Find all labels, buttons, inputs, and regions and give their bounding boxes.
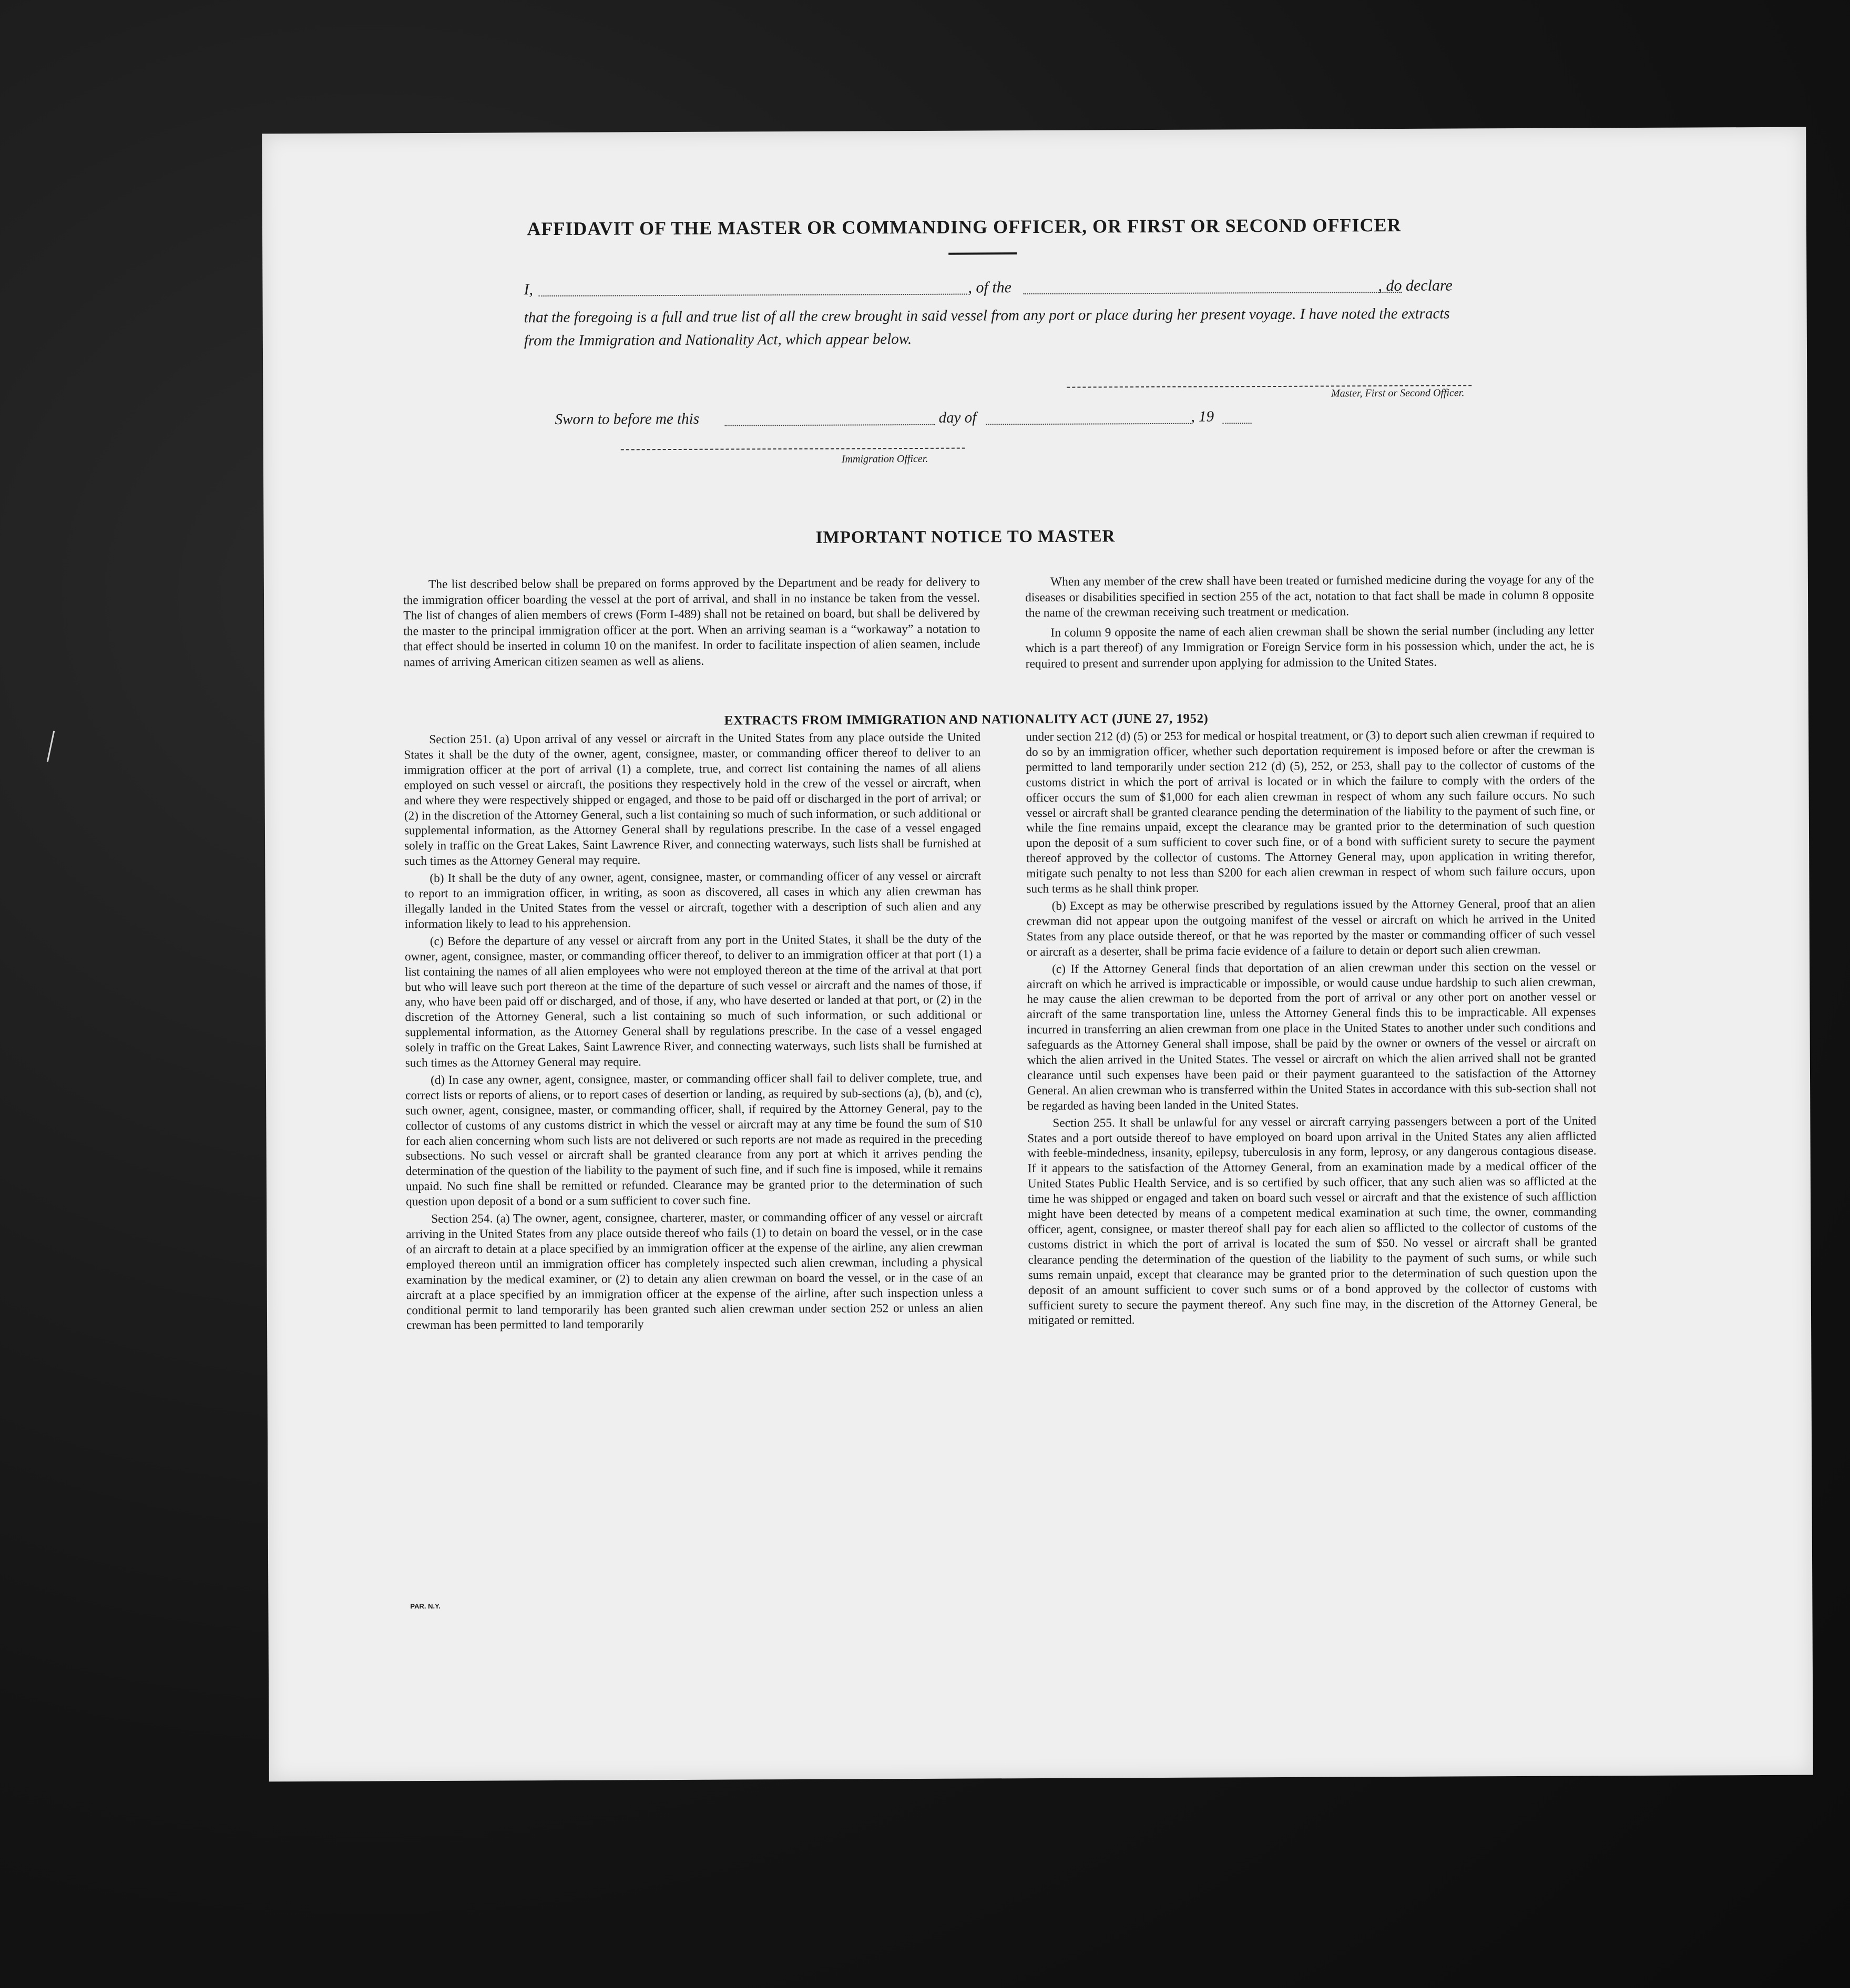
title-rule <box>948 252 1017 255</box>
declaration-blank-line <box>524 276 1470 302</box>
notice-title: IMPORTANT NOTICE TO MASTER <box>815 527 1116 547</box>
document-page <box>262 127 1813 1782</box>
section-paragraph: under section 212 (d) (5) or 253 for medical or hospital treatment, or (3) to deport such alien crewman if required to do so by an immigration officer, whether such deportation requirement is imposed before or after the crewman is permitted to land temporarily under section 212 (d) (5), 252, or 253, shall pay to the collector of customs of the customs district in which the port of arrival is located or in which the failure to comply with the orders of the officer occurs the sum of $1,000 for each alien crewman in respect of whom any such failure occurs. No such vessel or aircraft shall be granted clearance pending the determination of the liability to the payment of such fine, or while the fine remains unpaid, except the clearance may be granted prior to the determination of such question upon the deposit of a sum sufficient to cover such fine, or of a bond with sufficient surety to secure the payment thereof approved by the collector of customs. The Attorney General may, upon application in writing therefor, mitigate such penalty to not less than $200 for each alien crewman in respect of whom such failure occurs, upon such terms as he shall think proper. <box>1026 727 1596 896</box>
section-paragraph: Section 251. (a) Upon arrival of any vessel or aircraft in the United States from any place outside the United States it shall be the duty of the owner, agent, consignee, master, or commanding officer thereof to deliver to an immigration officer at the port of arrival (1) a complete, true, and correct list containing the names of all aliens employed on such vessel or aircraft, the positions they respectively hold in the crew of the vessel or aircraft, when and where they were respectively shipped or engaged, and those to be paid off or discharged in the port of arrival; or (2) in the discretion of the Attorney General, such a list containing so much of such information, or such additional or supplemental information, as the Attorney General shall by regulations prescribe. In the case of a vessel engaged solely in traffic on the Great Lakes, Saint Lawrence River, and connecting waterways, such lists shall be furnished at such times as the Attorney General may require. <box>404 730 982 868</box>
extracts-title: EXTRACTS FROM IMMIGRATION AND NATIONALITY ACT (JUNE 27, 1952) <box>724 711 1209 728</box>
sworn-month-blank[interactable] <box>986 423 1191 425</box>
notice-paragraph: The list described below shall be prepared on forms approved by the Department and be ready for delivery to the immigration officer boarding the vessel at the port of arrival, and shall in no instance be taken from the vessel. The list of changes of alien members of crews (Form I-489) shall not be retained on board, but shall be delivered by the master to the principal immigration officer at the port. When an arriving seaman is a “workaway” a notation to that effect should be inserted in column 10 on the manifest. In order to facilitate inspection of alien seamen, include names of arriving American citizen seamen as well as aliens. <box>403 575 980 669</box>
sworn-line <box>555 407 1343 432</box>
notice-paragraph: When any member of the crew shall have been treated or furnished medicine during the voyage for any of the diseases or disabilities specified in section 255 of the act, notation to that fact shall be made in column 8 opposite the name of the crewman receiving such treatment or medication. <box>1025 572 1595 620</box>
sworn-year-blank[interactable] <box>1223 423 1252 424</box>
i-label: I, <box>524 281 534 299</box>
vessel-blank[interactable] <box>1024 292 1402 294</box>
extracts-left-column <box>404 730 983 1335</box>
section-paragraph: Section 255. It shall be unlawful for any vessel or aircraft carrying passengers between a port of the United States and a port outside thereof to have employed on board upon arrival in the United States any alien afflicted with feeble-mindedness, insanity, epilepsy, tuberculosis in any form, leprosy, or any dangerous contagious disease. If it appears to the satisfaction of the Attorney General, from an examination made by a medical officer of the United States Public Health Service, and is so certified by such officer, that any such alien was so afflicted at the time he was shipped or engaged and taken on board such vessel or aircraft and that the existence of such affliction might have been detected by means of a competent medical examination at such time, the owner, commanding officer, agent, consignee, or master thereof shall pay for each alien so afflicted to the collector of customs of the customs district in which the port of arrival is located the sum of $50. No vessel or aircraft shall be granted clearance pending the determination of the question of the liability to the payment of such sums, or while such sums remain unpaid, except that clearance may be granted prior to the determination of such question upon the deposit of an amount sufficient to cover such sums or of a bond approved by the collector of customs with sufficient surety to secure the payment thereof. Any such fine may, in the discretion of the Attorney General, be mitigated or remitted. <box>1027 1114 1597 1328</box>
notice-left-column <box>403 575 980 674</box>
do-declare-label: , do declare <box>1378 276 1453 295</box>
section-paragraph: (c) Before the departure of any vessel or aircraft from any port in the United States, it shall be the duty of the owner, agent, consignee, master, or commanding officer thereof, to deliver to an immigration officer at that port (1) a list containing the names of all alien employees who were not employed thereon at the time of the arrival at that port but who will leave such port thereon at the time of the departure of such vessel or aircraft and the names of those, if any, who have been paid off or discharged, and of those, if any, who have deserted or landed at that port, or (2) in the discretion of the Attorney General, such a list containing so much of such information, or such additional or supplemental information, as the Attorney General shall by regulations prescribe. In the case of a vessel engaged solely in traffic on the Great Lakes, Saint Lawrence River, and connecting waterways, such lists shall be furnished at such times as the Attorney General may require. <box>404 932 982 1070</box>
day-of-label: day of <box>938 409 977 426</box>
declaration-text: that the foregoing is a full and true list of all the crew brought in said vessel from any port or place during her present voyage. I have noted the extracts from the Immigration and Nationality Act, which appear below. <box>524 305 1450 350</box>
of-the-label: , of the <box>968 279 1012 296</box>
immigration-officer-caption: Immigration Officer. <box>841 453 928 465</box>
section-paragraph: (d) In case any owner, agent, consignee, master, or commanding officer shall fail to deliver complete, true, and correct lists or reports of aliens, or to report cases of desertion or landing, as required by sub-sections (a), (b), and (c), such owner, agent, consignee, master, or commanding officer, shall, if required by the Attorney General, pay to the collector of customs of any customs district in which the vessel or aircraft may at any time be found the sum of $10 for each alien concerning whom such lists are not delivered or such reports are not made as required in the preceding subsections. No such vessel or aircraft shall be granted clearance from any port at which it arrives pending the determination of the question of the liability to the payment of such fine, and if such fine is imposed, while it remains unpaid. No such fine shall be remitted or refunded. Clearance may be granted prior to the determination of such question upon deposit of a bond or a sum sufficient to cover such fine. <box>405 1071 983 1209</box>
immigration-officer-signature-line[interactable] <box>621 448 965 450</box>
sworn-day-blank[interactable] <box>725 424 935 426</box>
extracts-right-column <box>1026 727 1597 1330</box>
notice-paragraph: In column 9 opposite the name of each alien crewman shall be shown the serial number (including any letter which is a part thereof) of any Immigration or Foreign Service form in his possession which, under the act, he is required to present and surrender upon applying for admission to the United States. <box>1025 623 1595 671</box>
section-paragraph: (c) If the Attorney General finds that deportation of an alien crewman under this section on the vessel or aircraft on which he arrived is impracticable or impossible, or would cause undue hardship to such alien crewman, he may cause the alien crewman to be deported from the port of arrival or any other port on another vessel or aircraft of the same transportation line, unless the Attorney General finds this to be impracticable. All expenses incurred in transferring an alien crewman from one place in the United States to another under such conditions and safeguards as the Attorney General shall impose, shall be paid by the owner or owners of the vessel or aircraft on which the alien arrived in the United States. The vessel or aircraft on which the alien arrived shall not be granted clearance until such expenses have been paid or their payment guaranteed to the satisfaction of the Attorney General. An alien crewman who is transferred within the United States in accordance with this sub-section shall not be regarded as having been landed in the United States. <box>1027 959 1597 1113</box>
section-paragraph: Section 254. (a) The owner, agent, consignee, charterer, master, or commanding officer of any vessel or aircraft arriving in the United States from any place outside thereof who fails (1) to detain on board the vessel, or in the case of an aircraft to detain at a place specified by an immigration officer at the expense of the airline, any alien crewman employed thereon until an immigration officer has completely inspected such alien crewman, including a physical examination by the medical examiner, or (2) to detain any alien crewman on board the vessel, or in the case of an aircraft at a place specified by an immigration officer at the expense of the airline, after such inspection unless a conditional permit to land temporarily has been granted such alien crewman under section 252 or unless an alien crewman has been permitted to land temporarily <box>406 1210 983 1333</box>
sworn-label: Sworn to before me this <box>555 410 700 428</box>
affidavit-title: AFFIDAVIT OF THE MASTER OR COMMANDING OFFICER, OR FIRST OR SECOND OFFICER <box>527 214 1402 240</box>
notice-right-column <box>1025 572 1595 676</box>
year-label: , 19 <box>1191 408 1214 425</box>
master-signature-caption: Master, First or Second Officer. <box>1331 387 1465 399</box>
section-paragraph: (b) It shall be the duty of any owner, agent, consignee, master, or commanding officer of any vessel or aircraft to report to an immigration officer, in writing, as soon as discovered, all cases in which any alien crewman has illegally landed in the United States from the vessel or aircraft, together with a description of such alien and any information likely to lead to his apprehension. <box>404 869 982 931</box>
section-paragraph: (b) Except as may be otherwise prescribed by regulations issued by the Attorney General, proof that an alien crewman did not appear upon the outgoing manifest of the vessel or aircraft on which he arrived in the United States from any place outside thereof, or that he was reported by the master or commanding officer of such vessel or aircraft as a deserter, shall be prima facie evidence of a failure to detain or deport such alien crewman. <box>1026 897 1596 959</box>
name-blank[interactable] <box>539 294 967 297</box>
printer-mark: PAR. N.Y. <box>410 1602 441 1611</box>
